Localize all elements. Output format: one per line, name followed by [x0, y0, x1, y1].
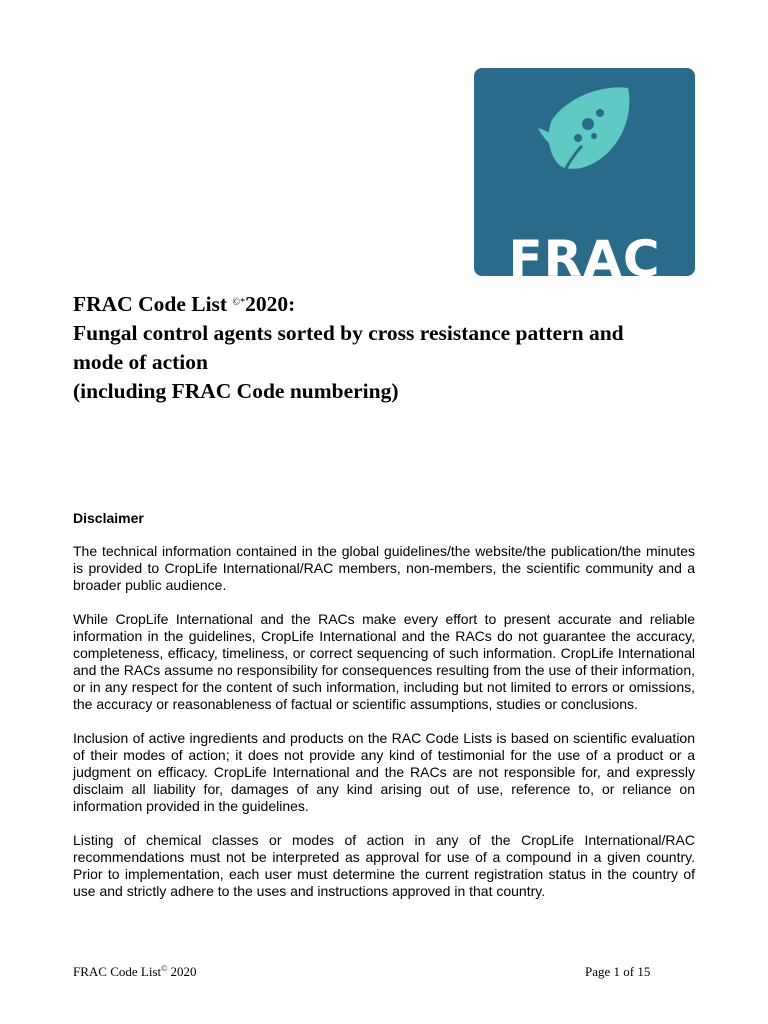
- logo-wordmark: FRAC: [508, 230, 661, 276]
- copyright-mark: ©*: [232, 297, 246, 308]
- disclaimer-paragraph: Inclusion of active ingredients and products on the RAC Code Lists is based on scientific evaluation of their modes of action; it does not provide any kind of testimonial for the use of a product or a judgment on efficacy. CropLife International and the RACs are not responsible for, and expressly disclaim all liability for, damages of any kind arising out of use, reference to, or reliance on information provided in the guidelines.: [73, 730, 695, 814]
- disclaimer-body: [73, 543, 695, 917]
- disclaimer-paragraph: While CropLife International and the RACs make every effort to present accurate and reliable information in the guidelines, CropLife International and the RACs do not guarantee the accuracy, completeness, efficacy, timeliness, or correct sequencing of such information. CropLife International and the RACs assume no responsibility for consequences resulting from the use of their information, or in any respect for the content of such information, including but not limited to errors or omissions, the accuracy or reasonableness of factual or scientific assumptions, studies or conclusions.: [73, 611, 695, 712]
- title-line-2: Fungal control agents sorted by cross resistance pattern and: [73, 321, 624, 345]
- footer-doc-name: FRAC Code List© 2020: [73, 964, 197, 979]
- frac-logo: [474, 68, 695, 276]
- disclaimer-paragraph: Listing of chemical classes or modes of action in any of the CropLife International/RAC recommendations must not be interpreted as approval for use of a compound in a given country. Prior to implementation, each user must determine the current registration status in the country of use and strictly adhere to the uses and instructions approved in that country.: [73, 832, 695, 899]
- title-line-4: (including FRAC Code numbering): [73, 379, 399, 403]
- document-title: [73, 290, 713, 406]
- page-number: Page 1 of 15: [585, 964, 651, 979]
- title-line-1: FRAC Code List ©*2020:: [73, 292, 296, 316]
- disclaimer-heading: Disclaimer: [73, 510, 144, 526]
- disclaimer-paragraph: The technical information contained in the global guidelines/the website/the publication/the minutes is provided to CropLife International/RAC members, non-members, the scientific community and a broader public audience.: [73, 543, 695, 593]
- title-line-3: mode of action: [73, 350, 208, 374]
